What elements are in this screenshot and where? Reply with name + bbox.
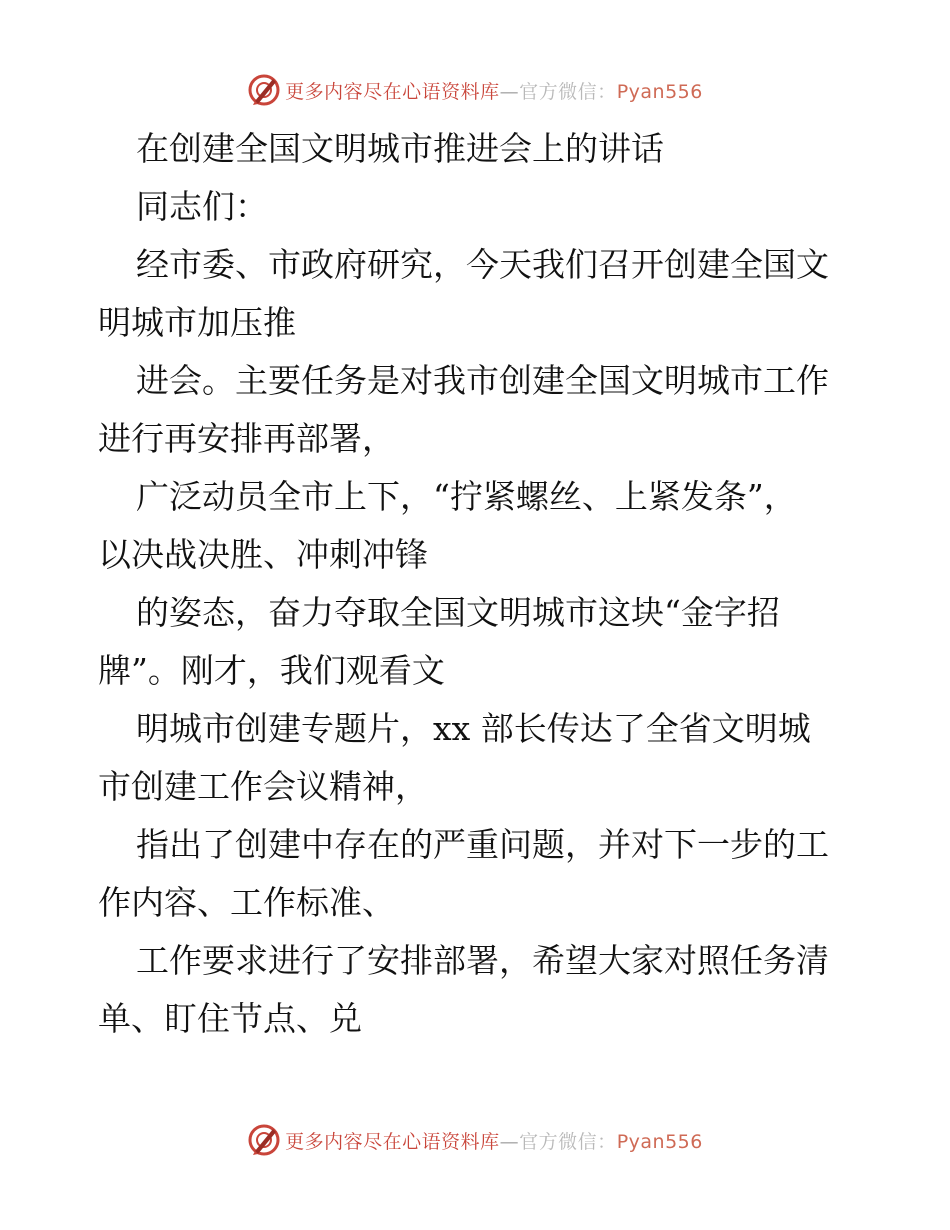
text-line: 以决战决胜、冲刺冲锋 xyxy=(98,535,428,574)
text-line: 牌”。刚才，我们观看文 xyxy=(98,651,445,690)
pen-logo-icon xyxy=(247,73,281,107)
text-line: 在创建全国文明城市推进会上的讲话 xyxy=(136,129,664,168)
text-line: 明城市创建专题片，xx 部长传达了全省文明城 xyxy=(136,709,811,748)
text-line: 同志们： xyxy=(136,187,268,226)
text-line: 的姿态，奋力夺取全国文明城市这块“金字招 xyxy=(136,593,780,632)
text-line: 单、盯住节点、兑 xyxy=(98,999,362,1038)
text-line: 作内容、工作标准、 xyxy=(98,883,395,922)
footer-banner xyxy=(0,1120,950,1160)
text-line: 进行再安排再部署， xyxy=(98,419,395,458)
footer-banner-text: 更多内容尽在心语资料库—官方微信：Pyan556 xyxy=(285,1130,703,1153)
text-line: 工作要求进行了安排部署，希望大家对照任务清 xyxy=(136,941,829,980)
header-banner-text: 更多内容尽在心语资料库—官方微信：Pyan556 xyxy=(285,80,703,103)
text-line: 进会。主要任务是对我市创建全国文明城市工作 xyxy=(136,361,829,400)
pen-logo-icon xyxy=(247,1123,281,1157)
header-banner xyxy=(0,70,950,110)
text-line: 广泛动员全市上下，“拧紧螺丝、上紧发条”， xyxy=(136,477,797,516)
text-line: 市创建工作会议精神， xyxy=(98,767,428,806)
text-line: 指出了创建中存在的严重问题，并对下一步的工 xyxy=(136,825,829,864)
document-body xyxy=(98,120,858,1048)
text-line: 经市委、市政府研究，今天我们召开创建全国文 xyxy=(136,245,829,284)
text-line: 明城市加压推 xyxy=(98,303,296,342)
